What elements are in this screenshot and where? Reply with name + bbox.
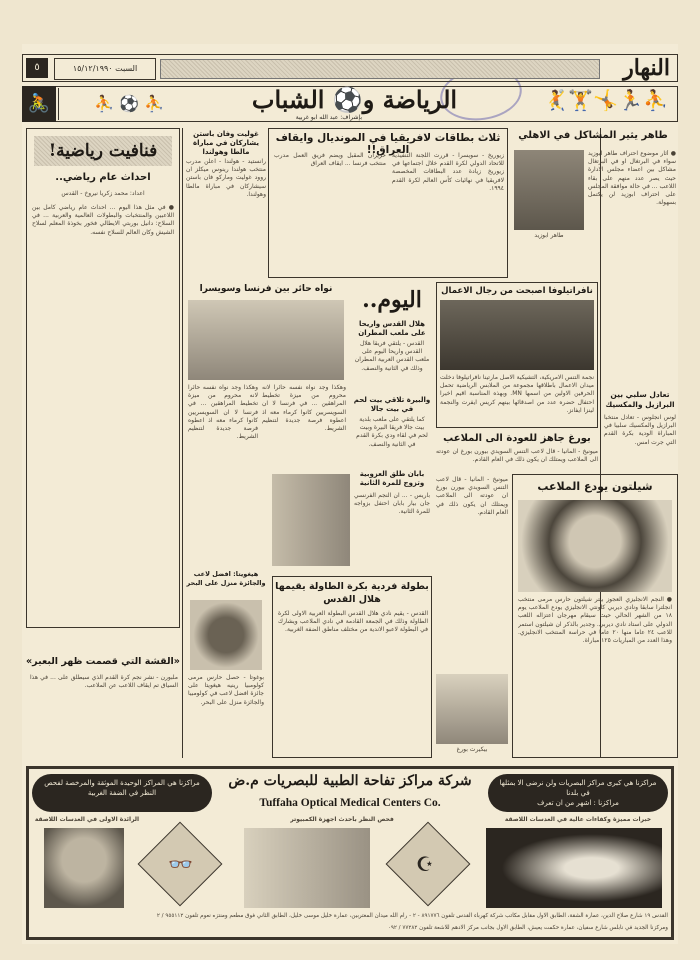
body-africa: زيوريخ - سويسرا - قررت اللجنة التنفيذية للاتحاد الدولي لكرة القدم خلال اجتماعها في زيوريخ زيادة عدد البطاقات المخصصة لافريقيا في نهائيات كأس العالم لكرة القدم ١٩٩٤. [392, 152, 504, 192]
ad-address-line2: ومركزنا الجديد في نابلس شارع سفيان، عمارة حكمت يعيش، الطابق الاول بجانب مركز الادهم للاشعة تلفون ٧٧٢٨٢ / ٠٩٢ [387, 925, 668, 931]
ad-right-caption: خبرات مميزة وكفاءات عالية في العدسات اللاصقة [504, 816, 652, 823]
section-title-sports: الرياضة [382, 85, 458, 114]
body-shilton: ● النجم الانجليزي العجوز بيتر شيلتون حارس مرمى منتخب انجلترا سابقا ونادي ديربي كاونتي الانجليزي يودع الملاعب يوم ١٨ من الشهر الحالي حيث سيقام مهرجان اعتزاله اللعب الدولي على استاد نادي ديربي. وجدير بالذكر ان شيلتون استمر للاعب ٢٤ عاما منها ٢٠ عاما في حراسة المنتخب الانجليزي. وهذا العدد من المباريات ١٢٥ مباراة. [518, 596, 672, 645]
caption-navratilova: نجمة التنس الامريكية، التشيكية الاصل مارتينا نافراتيلوفا دخلت ميدان الاعمال باطلاقها مجموعة من الملابس الرياضية تحمل الحرفين الاولين من اسمها MN. وبهذه المناسبة اقيم اخيرا احتفال حضره عدد من اصدقائها بينهم كريس ايفرت والنجمة لينزا ايفانز. [440, 374, 594, 414]
athlete-figures-icon: ⛹🏃🤸🏋🤾 [543, 88, 668, 112]
page-number: ٥ [26, 58, 48, 78]
today-title: اليوم.. [362, 287, 422, 313]
fanafeet-subtitle: احداث عام رياضي.. [55, 172, 151, 183]
ad-photo-lenses [486, 828, 662, 908]
today-item2-head: والبيرة تلاقي بيت لحم في بيت جالا [353, 396, 431, 413]
headline-higuita: هيغويتا: افضل لاعب والجائزة منزل على البحر [186, 570, 266, 587]
body-borg: ميونيخ - المانيا - قال لاعب التنس السويدي بيورن بورغ ان عودته الى الملاعب ويمتلك ان يكون ذلك في العام القادم. [436, 448, 598, 464]
body-straw: ملبورن - نشر نجم كرة القدم الذي سيطلق على ... في هذا السياق تم ايقاف اللاعب عن الملاعب. [30, 674, 178, 690]
headline-gullit: غوليت وفان باستن يشاركان في مباراة مالطا وهولندا [192, 130, 259, 156]
column-rule [182, 128, 183, 758]
headline-straw: «القشة التي قصمت ظهر البعير» [26, 656, 180, 667]
issue-date: السبت ١٥/١٢/١٩٩٠ [54, 58, 156, 80]
photo-navratilova [440, 300, 594, 370]
today-item1-body: القدس - يلتقي فريقا هلال القدس واريحا اليوم على ملعب القدس العربية المطران وذلك في الثانية والنصف. [354, 340, 430, 372]
ad-photo-eye [44, 828, 124, 908]
section-title-youth: الشباب [251, 85, 325, 114]
body-borg-cont: ميونيخ - المانيا - قال لاعب التنس السويدي بيورن بورغ ان عودته الى الملاعب ويمتلك ان يكون ذلك في العام القادم. [436, 476, 508, 516]
masthead-band [160, 59, 600, 79]
headline-borg: بورغ جاهز للعودة الى الملاعب [443, 433, 591, 444]
caption-tennis: بيكيرت بورغ [456, 746, 488, 753]
section-supervisor: بإشراف: عبد الله ابو غربية [295, 114, 362, 121]
fanafeet-title: فنافيت رياضية! [34, 136, 172, 166]
body-africa-cont: حزيران المقبل ويضم فريق العمل مدرب منتخب فرنسا ... ايقاف العراق [274, 152, 386, 168]
today-item1-head: هلال القدس واريحا على ملعب المطران [358, 320, 426, 337]
fanafeet-byline: اعداد: محمد زكريا نيروخ - القدس [61, 190, 145, 197]
body-babaan: باريس - ... ان النجم الفرنسي جان بيار بابان احتفل بزواجه للمرة الثانية. [354, 492, 430, 516]
body-table-tennis: القدس - يقيم نادي هلال القدس البطولة العربية الاولى لكرة الطاولة وذلك في الجمعة القادمة في نادي الملاعب ويشارك في البطولة لاعبو الاندية من مختلف مناطق الضفة الغربية. [278, 610, 428, 634]
today-item2-body: كما يلتقي على ملعب بلدية بيت جالا فريقا البيرة وبيت لحم في لقاء ودي بكرة القدم في الثانية والنصف. [356, 416, 428, 448]
photo-nawah [188, 300, 344, 380]
body-nawah: وهكذا وجد نواه نفسه حائرا لانه محروم من ميزة تخطيط المراهقين ... في فرنسا لا ان السويسريين كانوا كرماء معه اذ اعطوه فرصة جديدة لتنظيم الشريط. [262, 384, 346, 433]
newspaper-page [22, 44, 678, 944]
body-gullit: رانستيد - هولندا - اعلن مدرب منتخب هولندا رينوس ميكلز ان روود غوليت وماركو فان باستن سيشاركان في مباراة مالطا وهولندا. [186, 158, 266, 198]
photo-shilton [518, 500, 672, 592]
ad-company-arabic: شركة مراكز تفاحة الطبية للبصريات م.ض [228, 773, 472, 789]
headline-navratilova: نافراتيلوفا اصبحت من رجال الاعمال [441, 286, 593, 296]
headline-nawah: نواه حائر بين فرنسا وسويسرا [199, 284, 333, 294]
crescent-icon: ☪ [416, 852, 434, 876]
ad-left-caption: الرائدة الاولى في العدسات اللاصقة [34, 816, 140, 823]
body-taher: ● أثار موضوع احتراف طاهر ابوزيد سواء في البرتغال او في البرتغال مشاكل بين اعضاء مجلس الادارة حيث يصر عدد منهم على بقاء اللاعب ... في حالة موافقة المجلس على احتراف ابوزيد لن يكتمل بسهولة. [588, 150, 676, 207]
caption-taher: طاهر ابوزيد [534, 232, 564, 239]
fanafeet-body: ● في مثل هذا اليوم ... احداث عام رياضي كامل بين اللاعبين والمنتخبات والبطولات العالمية والعربية ... في السلاح: دانيل بوربتي الايطالي فخور بخوذة المعلم لسلاح الشيش وكان العالم للسلاح نفسه. [32, 204, 174, 236]
headline-shilton: شيلتون يودع الملاعب [537, 480, 653, 493]
headline-taher: طاهر يثير المشاكل في الاهلي [518, 130, 668, 141]
ad-address-line1: القدس ١٩ شارع صلاح الدين، عمارة الشقة، الطابق الاول مقابل مكاتب شركة كهرباء القدس تلفون ٨٩١٧٧٦ - ٢ - رام الله ميدان المغتربين، عمارة خليل موسى خليل، الطابق الثاني فوق مطعم ومنتزه نعوم تلفون ٩٥٥١١٢ / ٢ [156, 913, 668, 919]
headline-babaan: بابان طلق العزوبية وتزوج للمرة الثانية [359, 470, 425, 487]
section-title-and: و [362, 85, 375, 114]
headline-africa: ثلاث بطاقات لافريقيا في المونديال وايقاف العراق!! [275, 132, 501, 156]
headline-brazil: تعادل سلبي بين البرازيل والمكسيك [605, 390, 675, 409]
ad-photo-eye-exam [244, 828, 370, 908]
body-nawah-cont: وهكذا وجد نواه نفسه حائرا لانه محروم من ميزة تخطيط المراهقين ... في فرنسا لا ان السويسريين كانوا كرماء معه اذ اعطوه فرصة جديدة لتنظيم الشريط. [188, 384, 258, 441]
newspaper-logo: النهار [623, 55, 670, 81]
ad-right-pill: مراكزنا هي كبرى مراكز البصريات ولن نرضى الا بمثلها في بلدنا مراكزنا : اشهر من ان تعرف [488, 774, 668, 812]
ad-center-caption: فحص النظر بأحدث اجهزة الكمبيوتر [290, 816, 394, 823]
field-diagram-icon: ⛹ ⚽ ⛹ [58, 88, 199, 120]
section-title: الرياضة و⚽ الشباب [251, 85, 458, 114]
headline-table-tennis: بطولة فردية بكرة الطاولة يقيمها هلال القدس [275, 581, 429, 605]
photo-taher [514, 150, 584, 230]
ad-company-english: Tuffaha Optical Medical Centers Co. [259, 797, 441, 809]
glasses-icon: 👓 [168, 852, 193, 876]
photo-tennis [436, 674, 508, 744]
ad-left-pill: مراكزنا هي المراكز الوحيدة الموثقة والمرخصة لفحص النظر في الضفة الغربية [32, 774, 212, 812]
body-higuita: بوغوتا - حصل حارس مرمى كولومبيا رينيه هيغويتا على جائزة افضل لاعب في كولومبيا والجائزة منزل على البحر. [188, 674, 264, 706]
photo-babaan [272, 474, 350, 566]
cyclist-icon: 🚴 [22, 86, 56, 122]
body-brazil: لوس انجلوس - تعادل منتخبا البرازيل والمكسيك سلبيا في المباراة الودية بكرة القدم التي جرت امس. [604, 414, 676, 446]
photo-higuita [190, 600, 262, 670]
